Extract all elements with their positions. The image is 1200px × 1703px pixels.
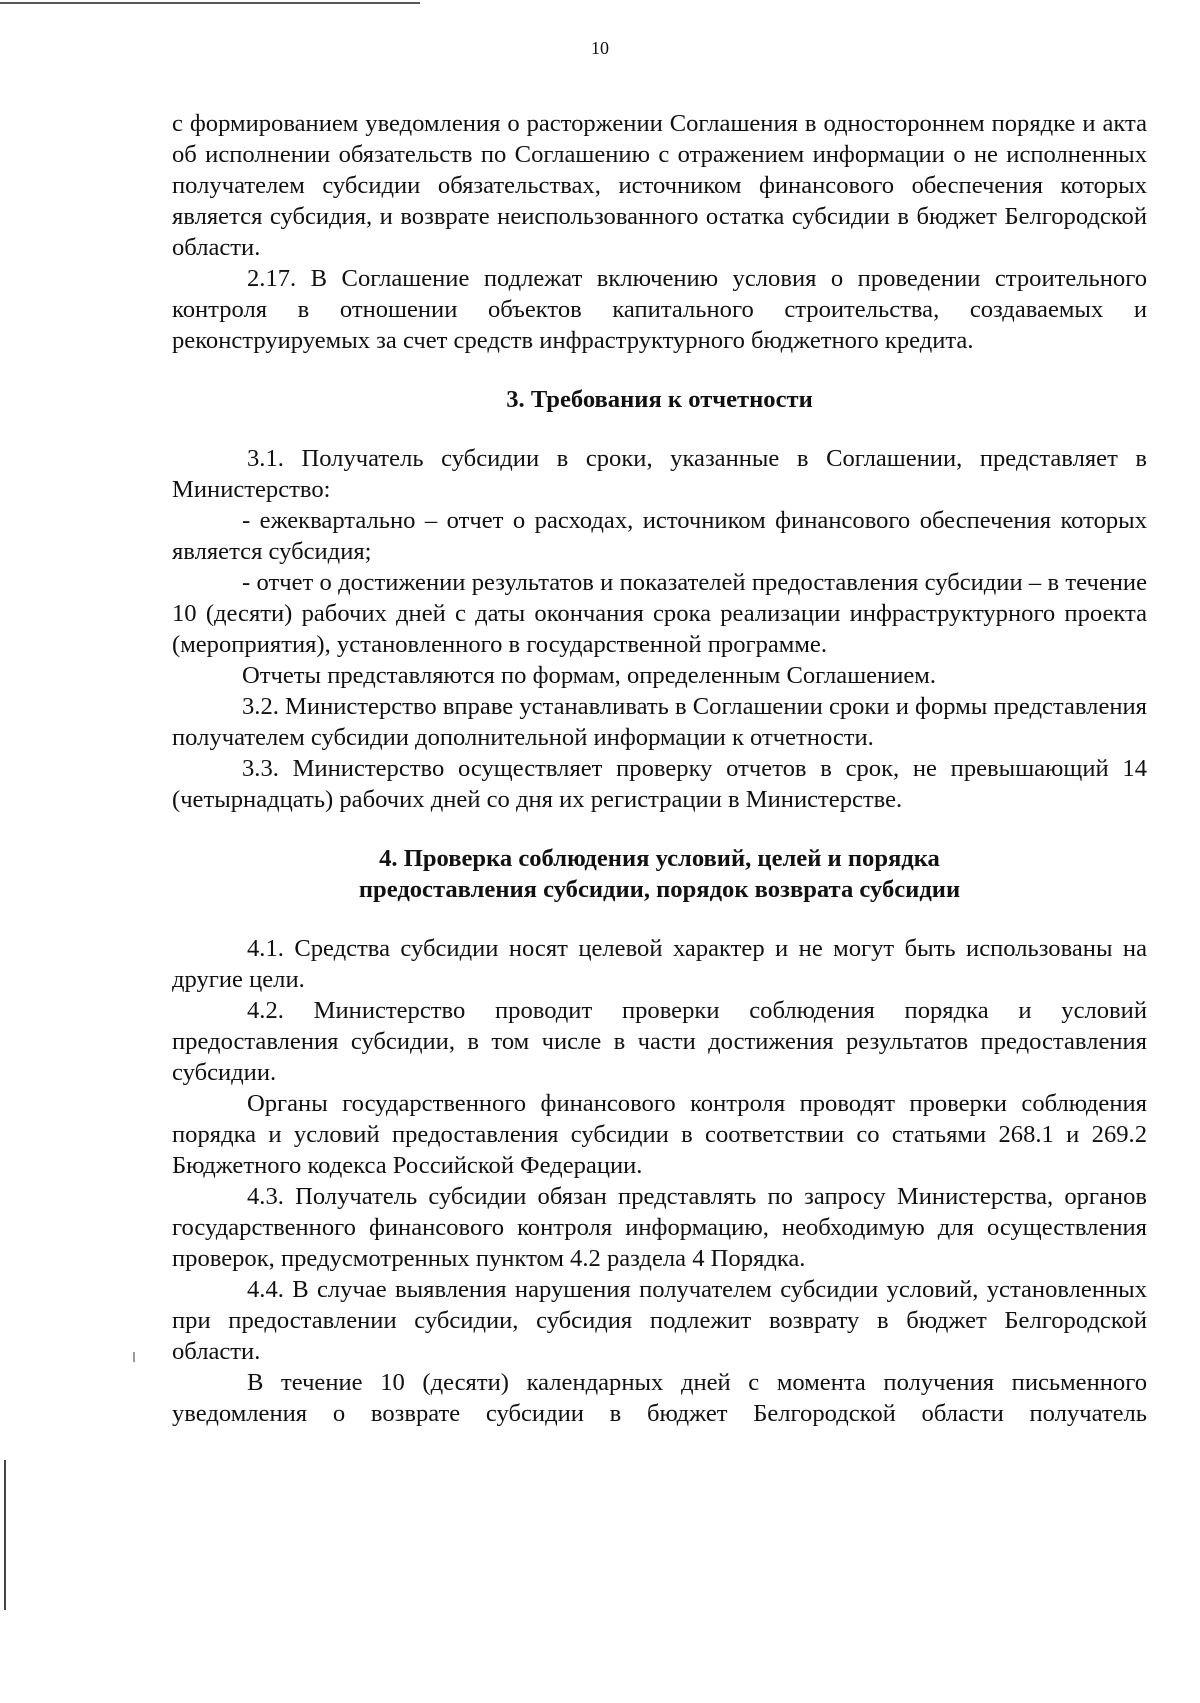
section-4-heading-line-2: предоставления субсидии, порядок возврата субсидии — [358, 876, 961, 903]
page-number: 10 — [591, 38, 609, 58]
paragraph-4-2-control-bodies: Органы государственного финансового контроля проводят проверки соблюдения порядка и условий предоставления субсидии в соответствии со статьями 268.1 и 269.2 Бюджетного кодекса Российской Федерации. — [172, 1090, 1147, 1179]
paragraph-2-17: 2.17. В Соглашение подлежат включению условия о проведении строительного контроля в отношении объектов капитального строительства, создаваемых и реконструируемых за счет средств инфраструктурного бюджетного кредита. — [172, 265, 1147, 354]
scan-margin-mark — [4, 1460, 6, 1610]
paragraph-2-16-continued: с формированием уведомления о расторжении Соглашения в одностороннем порядке и акта об исполнении обязательств по Соглашению с отражением информации о не исполненных получателем субсидии обязательствах, источником финансового обеспечения которых является субсидия, и возврате неиспользованного остатка субсидии в бюджет Белгородской области. — [172, 110, 1147, 261]
paragraph-3-1: 3.1. Получатель субсидии в сроки, указанные в Соглашении, представляет в Министерство: — [172, 445, 1147, 503]
document-body — [172, 108, 1147, 1429]
paragraph-4-4-refund-term: В течение 10 (десяти) календарных дней с момента получения письменного уведомления о возврате субсидии в бюджет Белгородской области получатель — [172, 1369, 1147, 1427]
paragraph-4-2: 4.2. Министерство проводит проверки соблюдения порядка и условий предоставления субсидии, в том числе в части достижения результатов предоставления субсидии. — [172, 997, 1147, 1086]
paragraph-4-3: 4.3. Получатель субсидии обязан представлять по запросу Министерства, органов государственного финансового контроля информацию, необходимую для осуществления проверок, предусмотренных пунктом 4.2 раздела 4 Порядка. — [172, 1183, 1147, 1272]
section-4-heading-line-1: 4. Проверка соблюдения условий, целей и порядка — [379, 845, 940, 872]
paragraph-3-1-forms: Отчеты представляются по формам, определенным Соглашением. — [242, 662, 936, 689]
paragraph-3-1-item-results: - отчет о достижении результатов и показателей предоставления субсидии – в течение 10 (десяти) рабочих дней с даты окончания срока реализации инфраструктурного проекта (мероприятия), установленного в государственной программе. — [172, 569, 1147, 658]
paragraph-4-4: 4.4. В случае выявления нарушения получателем субсидии условий, установленных при предоставлении субсидии, субсидия подлежит возврату в бюджет Белгородской области. — [172, 1276, 1147, 1365]
paragraph-3-2: 3.2. Министерство вправе устанавливать в Соглашении сроки и формы представления получателем субсидии дополнительной информации к отчетности. — [172, 693, 1147, 751]
paragraph-4-1: 4.1. Средства субсидии носят целевой характер и не могут быть использованы на другие цели. — [172, 935, 1147, 993]
paragraph-3-1-item-quarterly: - ежеквартально – отчет о расходах, источником финансового обеспечения которых является субсидия; — [172, 507, 1147, 565]
scan-margin-dot — [133, 1352, 135, 1362]
section-3-heading: 3. Требования к отчетности — [506, 386, 813, 413]
section-4-heading — [172, 843, 1147, 905]
paragraph-3-3: 3.3. Министерство осуществляет проверку отчетов в срок, не превышающий 14 (четырнадцать) рабочих дней со дня их регистрации в Министерстве. — [172, 755, 1147, 813]
scan-edge-line — [0, 2, 420, 4]
